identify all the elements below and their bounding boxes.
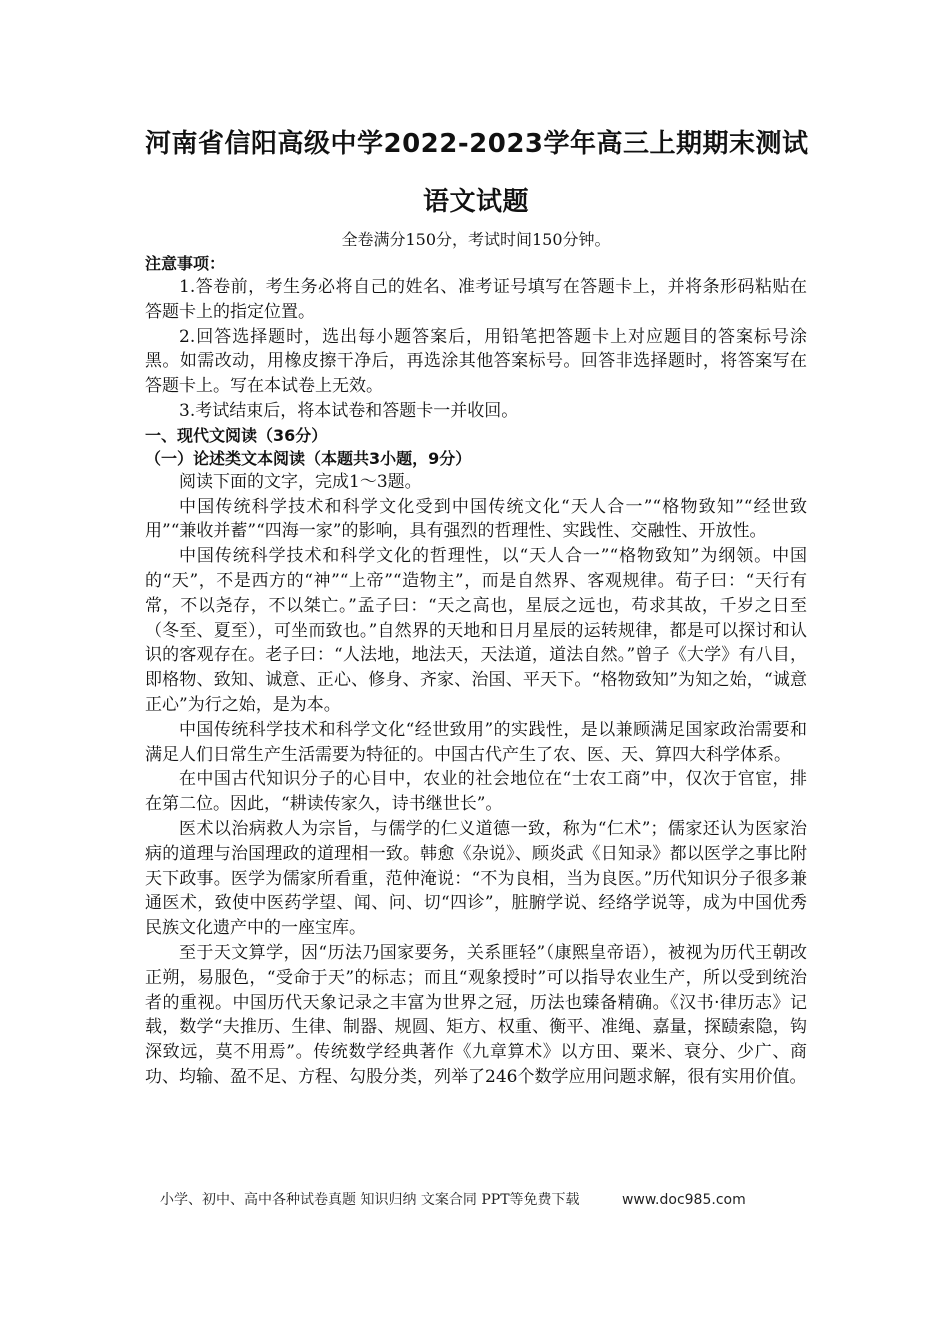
subsection-heading: （一）论述类文本阅读（本题共3小题，9分） <box>145 448 472 468</box>
footer-site-link[interactable]: www.doc985.com <box>621 1192 746 1208</box>
article-paragraph: 中国传统科学技术和科学文化“经世致用”的实践性，是以兼顾满足国家政治需要和满足人们日常生产生活需要为特征的。中国古代产生了农、医、天、算四大科学体系。 <box>145 719 807 765</box>
page-footer <box>160 1190 746 1210</box>
exam-meta: 全卷满分150分，考试时间150分钟。 <box>341 230 611 249</box>
article-paragraph: 至于天文算学，因“历法乃国家要务，关系匪轻”（康熙皇帝语），被视为历代王朝改正朔，易服色，“受命于天”的标志；而且“观象授时”可以指导农业生产，所以受到统治者的重视。中国历代天象记录之丰富为世界之冠，历法也臻备精确。《汉书·律历志》记载，数学“夫推历、生律、制器、规圆、矩方、权重、衡平、准绳、嘉量，探赜索隐，钩深致远，莫不用焉”。传统数学经典著作《九章算术》以方田、粟米、衰分、少广、商功、均输、盈不足、方程、勾股分类，列举了246个数学应用问题求解，很有实用价值。 <box>145 942 807 1087</box>
section-heading: 一、现代文阅读（36分） <box>145 425 328 445</box>
article-paragraph: 中国传统科学技术和科学文化的哲理性，以“天人合一”“格物致知”为纲领。中国的“天”，不是西方的“神”“上帝”“造物主”，而是自然界、客观规律。荀子曰：“天行有常，不以尧存，不以桀亡。”孟子曰：“天之高也，星辰之远也，苟求其故，千岁之日至（冬至、夏至），可坐而致也。”自然界的天地和日月星辰的运转规律，都是可以探讨和认识的客观存在。老子曰：“人法地，地法天，天法道，道法自然。”曾子《大学》有八目，即格物、致知、诚意、正心、修身、齐家、治国、平天下。“格物致知”为知之始，“诚意正心”为行之始，是为本。 <box>145 546 807 715</box>
article-paragraph: 中国传统科学技术和科学文化受到中国传统文化“天人合一”“格物致知”“经世致用”“兼收并蓄”“四海一家”的影响，具有强烈的哲理性、实践性、交融性、开放性。 <box>145 496 807 542</box>
article-paragraph: 医术以治病救人为宗旨，与儒学的仁义道德一致，称为“仁术”；儒家还认为医家治病的道理与治国理政的道理相一致。韩愈《杂说》、顾炎武《日知录》都以医学之事比附天下政事。医学为儒家所看重，范仲淹说：“不为良相，当为良医。”历代知识分子很多兼通医术，致使中医药学望、闻、问、切“四诊”，脏腑学说、经络学说等，成为中国优秀民族文化遗产中的一座宝库。 <box>145 818 807 939</box>
reading-instruction: 阅读下面的文字，完成1～3题。 <box>179 471 422 492</box>
exam-subtitle: 语文试题 <box>422 187 529 217</box>
notice-item: 1.答卷前，考生务必将自己的姓名、准考证号填写在答题卡上，并将条形码粘贴在答题卡上的指定位置。 <box>145 277 807 322</box>
exam-page <box>145 118 807 1090</box>
footer-text: 小学、初中、高中各种试卷真题 知识归纳 文案合同 PPT等免费下载 <box>160 1192 580 1208</box>
notice-item: 3.考试结束后，将本试卷和答题卡一并收回。 <box>179 400 519 421</box>
notice-item: 2.回答选择题时，选出每小题答案后，用铅笔把答题卡上对应题目的答案标号涂黑。如需改动，用橡皮擦干净后，再选涂其他答案标号。回答非选择题时，将答案写在答题卡上。写在本试卷上无效。 <box>145 326 807 397</box>
exam-title: 河南省信阳高级中学2022-2023学年高三上期期末测试 <box>145 129 809 159</box>
article-paragraph: 在中国古代知识分子的心目中，农业的社会地位在“士农工商”中，仅次于官宦，排在第二位。因此，“耕读传家久，诗书继世长”。 <box>145 769 807 815</box>
notice-heading: 注意事项： <box>145 254 226 273</box>
